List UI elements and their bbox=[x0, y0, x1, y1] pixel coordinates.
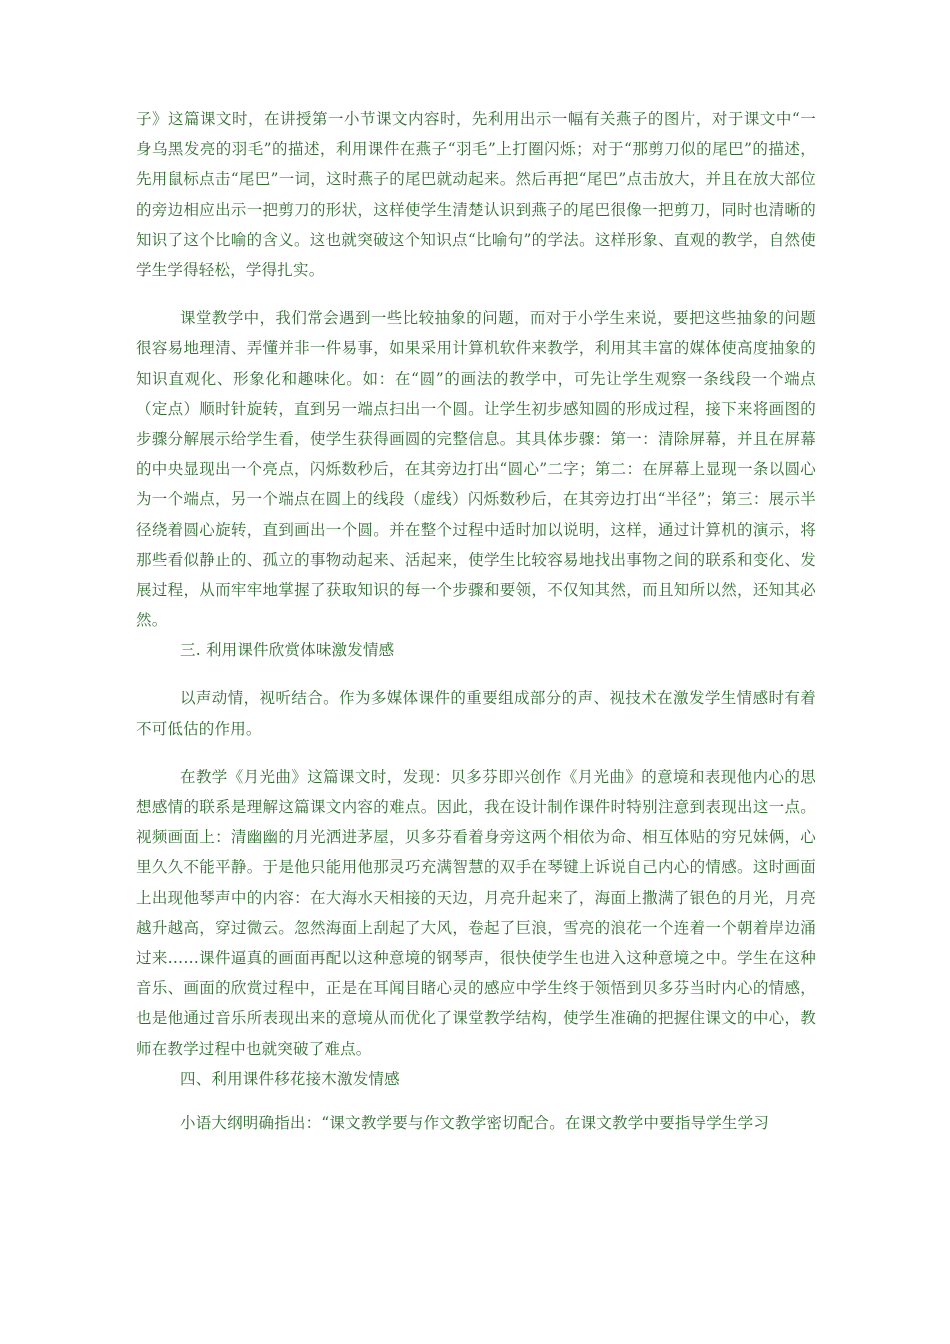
section-heading-three: 三. 利用课件欣赏体味激发情感 bbox=[180, 641, 395, 660]
paragraph-swallow-lesson: 子》这篇课文时，在讲授第一小节课文内容时，先利用出示一幅有关燕子的图片，对于课文中“一身乌黑发亮的羽毛”的描述，利用课件在燕子“羽毛”上打圈闪烁；对于“那剪刀似的尾巴”的描述，先用鼠标点击“尾巴”一词，这时燕子的尾巴就动起来。然后再把“尾巴”点击放大，并且在放大部位的旁边相应出示一把剪刀的形状，这样使学生清楚认识到燕子的尾巴很像一把剪刀，同时也清晰的知识了这个比喻的含义。这也就突破这个知识点“比喻句”的学法。这样形象、直观的教学，自然使学生学得轻松，学得扎实。 bbox=[136, 110, 816, 280]
section-heading-four: 四、利用课件移花接木激发情感 bbox=[180, 1069, 400, 1088]
document-page bbox=[136, 104, 816, 1138]
paragraph-sound-and-vision: 以声动情，视听结合。作为多媒体课件的重要组成部分的声、视技术在激发学生情感时有着不可低估的作用。 bbox=[136, 689, 816, 738]
paragraph-syllabus: 小语大纲明确指出：“课文教学要与作文教学密切配合。在课文教学中要指导学生学习 bbox=[180, 1113, 770, 1132]
paragraph-circle-drawing: 课堂教学中，我们常会遇到一些比较抽象的问题，而对于小学生来说，要把这些抽象的问题很容易地理清、弄懂并非一件易事，如果采用计算机软件来教学，利用其丰富的媒体使高度抽象的知识直观化、形象化和趣味化。如：在“圆”的画法的教学中，可先让学生观察一条线段一个端点（定点）顺时针旋转，直到另一端点扫出一个圆。让学生初步感知圆的形成过程，接下来将画图的步骤分解展示给学生看，使学生获得画圆的完整信息。其具体步骤：第一：清除屏幕，并且在屏幕的中央显现出一个亮点，闪烁数秒后，在其旁边打出“圆心”二字；第二：在屏幕上显现一条以圆心为一个端点，另一个端点在圆上的线段（虚线）闪烁数秒后，在其旁边打出“半径”；第三：展示半径绕着圆心旋转，直到画出一个圆。并在整个过程中适时加以说明，这样，通过计算机的演示，将那些看似静止的、孤立的事物动起来、活起来，使学生比较容易地找出事物之间的联系和变化、发展过程，从而牢牢地掌握了获取知识的每一个步骤和要领，不仅知其然，而且知所以然，还知其必然。 bbox=[136, 309, 816, 630]
paragraph-moonlight-sonata: 在教学《月光曲》这篇课文时，发现：贝多芬即兴创作《月光曲》的意境和表现他内心的思想感情的联系是理解这篇课文内容的难点。因此，我在设计制作课件时特别注意到表现出这一点。视频画面上：清幽幽的月光洒进茅屋，贝多芬看着身旁这两个相依为命、相互体贴的穷兄妹俩，心里久久不能平静。于是他只能用他那灵巧充满智慧的双手在琴键上诉说自己内心的情感。这时画面上出现他琴声中的内容：在大海水天相接的天边，月亮升起来了，海面上撒满了银色的月光，月亮越升越高，穿过微云。忽然海面上刮起了大风，卷起了巨浪，雪亮的浪花一个连着一个朝着岸边涌过来……课件逼真的画面再配以这种意境的钢琴声，很快使学生也进入这种意境之中。学生在这种音乐、画面的欣赏过程中，正是在耳闻目睹心灵的感应中学生终于领悟到贝多芬当时内心的情感，也是他通过音乐所表现出来的意境从而优化了课堂教学结构，使学生准确的把握住课文的中心，教师在教学过程中也就突破了难点。 bbox=[136, 767, 816, 1058]
